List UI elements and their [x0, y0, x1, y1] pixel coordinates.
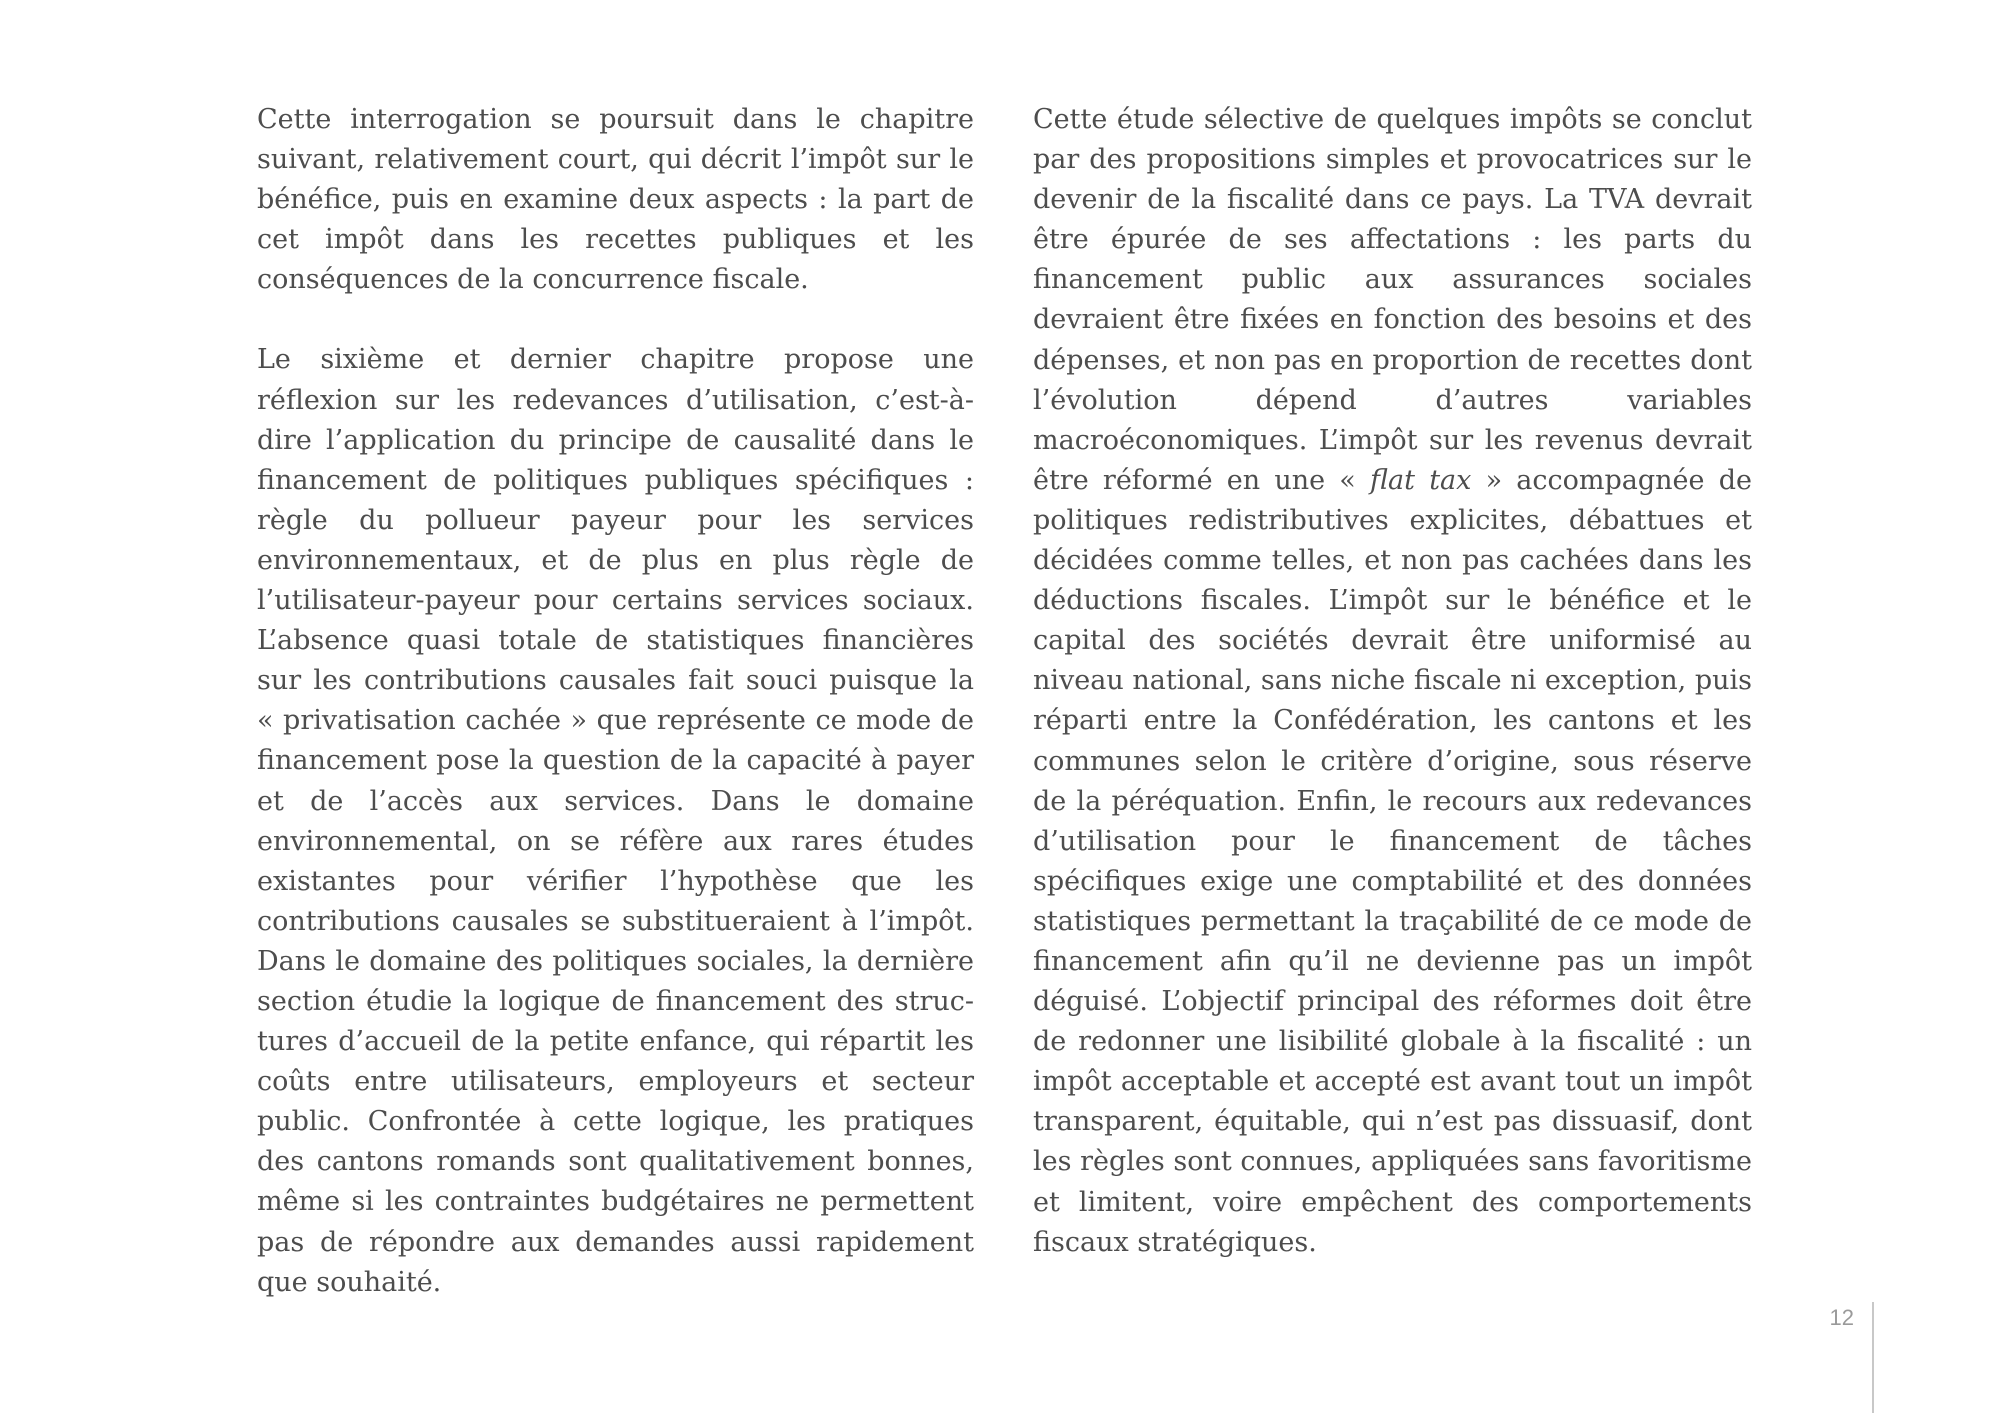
right-paragraph-1-italic-term: flat tax	[1370, 464, 1472, 496]
left-paragraph-1: Cette interrogation se poursuit dans le chapitre suivant, relativement court, qui décrit l’impôt sur le bénéfice, puis en examine deux aspects : la part de cet impôt dans les recettes publiques et les conséquences de la concurrence fiscale.	[257, 104, 974, 296]
left-paragraph-2: Le sixième et dernier chapitre propose une réflexion sur les redevances d’utilisation, c’est-à-dire l’application du principe de causalité dans le financement de politiques publiques spécifiques : règle du pollueur payeur pour les services environnementaux, et de plus en plus règle de l’utilisateur-payeur pour certains services sociaux. L’absence quasi totale de statistiques financières sur les contributions causales fait souci puisque la « privatisation cachée » que représente ce mode de financement pose la question de la capacité à payer et de l’accès aux services. Dans le domaine environnemental, on se réfère aux rares études existantes pour vérifier l’hypothèse que les contributions causales se substitueraient à l’impôt. Dans le domaine des politiques sociales, la dernière section étudie la logique de financement des structures d’accueil de la petite enfance, qui répartit les coûts entre utilisateurs, employeurs et secteur public. Confrontée à cette logique, les pratiques des cantons romands sont qualitativement bonnes, même si les contraintes budgétaires ne permettent pas de répondre aux demandes aussi rapidement que souhaité.	[257, 344, 974, 1298]
right-paragraph-1-text-after: » accompagnée de politiques redistributives explicites, débattues et décidées comme telles, et non pas cachées dans les déductions fiscales. L’impôt sur le bénéfice et le capital des sociétés devrait être uniformisé au niveau national, sans niche fiscale ni exception, puis réparti entre la Confédération, les cantons et les communes selon le critère d’origine, sous réserve de la péréquation. Enfin, le recours aux redevances d’utilisation pour le financement de tâches spécifiques exige une comptabilité et des données statistiques permettant la traçabilité de ce mode de financement afin qu’il ne devienne pas un impôt déguisé. L’objectif principal des réformes doit être de redonner une lisibilité globale à la fiscalité : un impôt acceptable et accepté est avant tout un impôt transparent, équitable, qui n’est pas dissuasif, dont les règles sont connues, appliquées sans favoritisme et limitent, voire empêchent des comportements fiscaux stratégiques.	[1033, 464, 1752, 1258]
right-column	[1033, 100, 1752, 1263]
right-paragraph-1-text-before: Cette étude sélective de quelques impôts se conclut par des propositions simples et provocatrices sur le devenir de la fiscalité dans ce pays. La TVA devrait être épurée de ses affectations : les parts du financement public aux assurances sociales devraient être fixées en fonction des besoins et des dépenses, et non pas en proportion de recettes dont l’évolution dépend d’autres variables macroéconomiques. L’impôt sur les revenus devrait être réformé en une «	[1033, 104, 1752, 496]
right-paragraph-1	[1033, 100, 1752, 1263]
left-column	[257, 100, 974, 1303]
page-margin-rule	[1872, 1302, 1874, 1413]
page-number: 12	[1829, 1305, 1854, 1330]
